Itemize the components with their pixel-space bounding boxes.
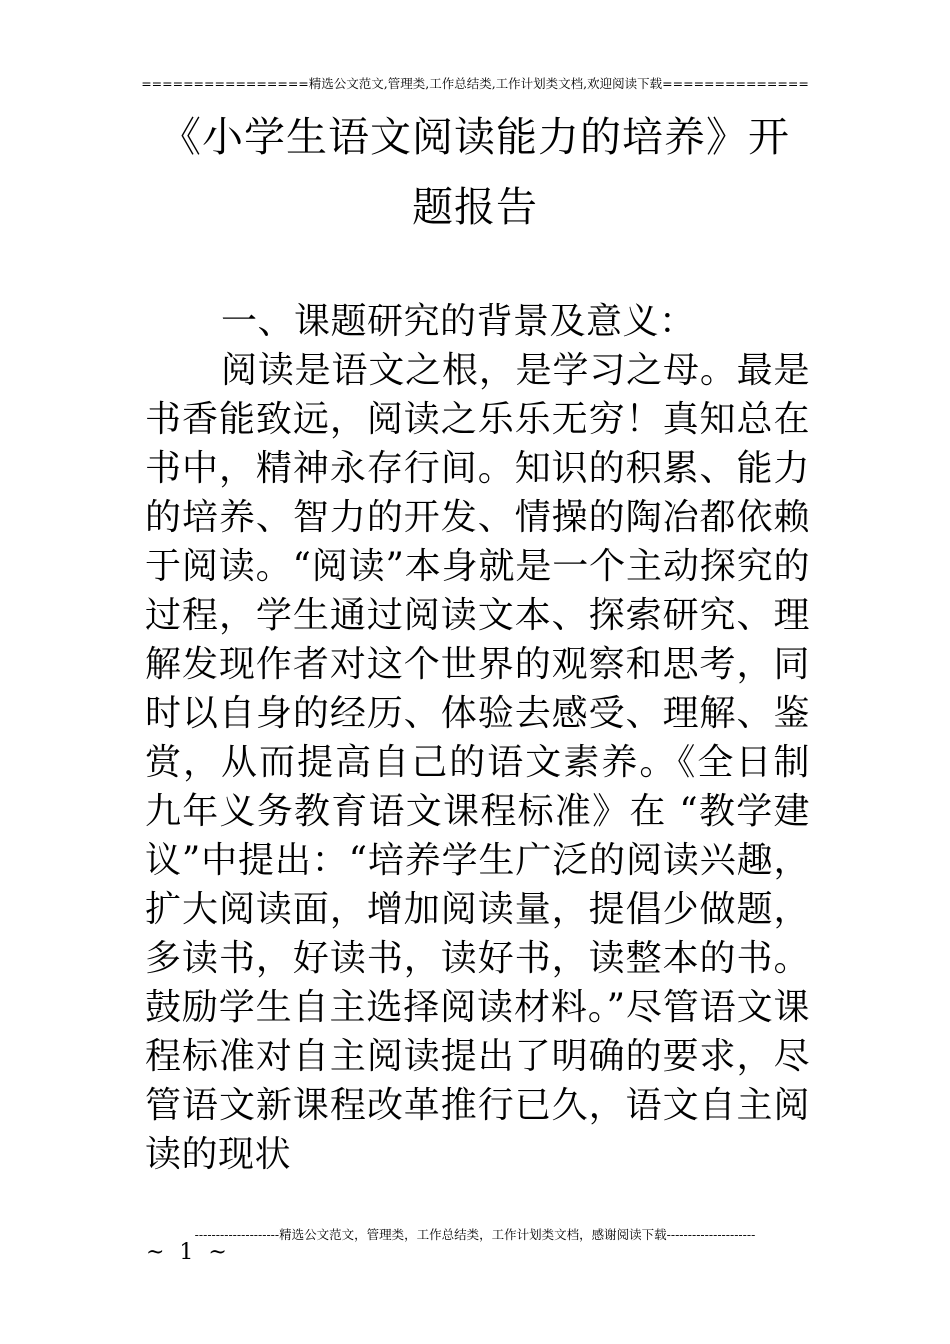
document-body [145, 297, 810, 1179]
header-banner: ================精选公文范文,管理类,工作总结类,工作计划类文档,欢迎阅读下载============== [141, 76, 809, 91]
body-paragraph: 阅读是语文之根，是学习之母。最是书香能致远，阅读之乐乐无穷！真知总在书中，精神永存行间。知识的积累、能力的培养、智力的开发、情操的陶冶都依赖于阅读。“阅读”本身就是一个主动探究的过程，学生通过阅读文本、探索研究、理解发现作者对这个世界的观察和思考，同时以自身的经历、体验去感受、理解、鉴赏，从而提高自己的语文素养。《全日制九年义务教育语文课程标准》在 “教学建议”中提出：“培养学生广泛的阅读兴趣，扩大阅读面，增加阅读量，提倡少做题，多读书，好读书，读好书，读整本的书。鼓励学生自主选择阅读材料。”尽管语文课程标准对自主阅读提出了明确的要求，尽管语文新课程改革推行已久，语文自主阅读的现状 [145, 350, 810, 1175]
page-number: ~ 1 ~ [146, 1240, 231, 1265]
footer-banner: --------------------精选公文范文，管理类，工作总结类，工作计划类文档，感谢阅读下载--------------------- [194, 1227, 756, 1242]
document-title: 《小学生语文阅读能力的培养》开题报告 [160, 113, 790, 231]
section-heading: 一、课题研究的背景及意义： [221, 301, 696, 342]
